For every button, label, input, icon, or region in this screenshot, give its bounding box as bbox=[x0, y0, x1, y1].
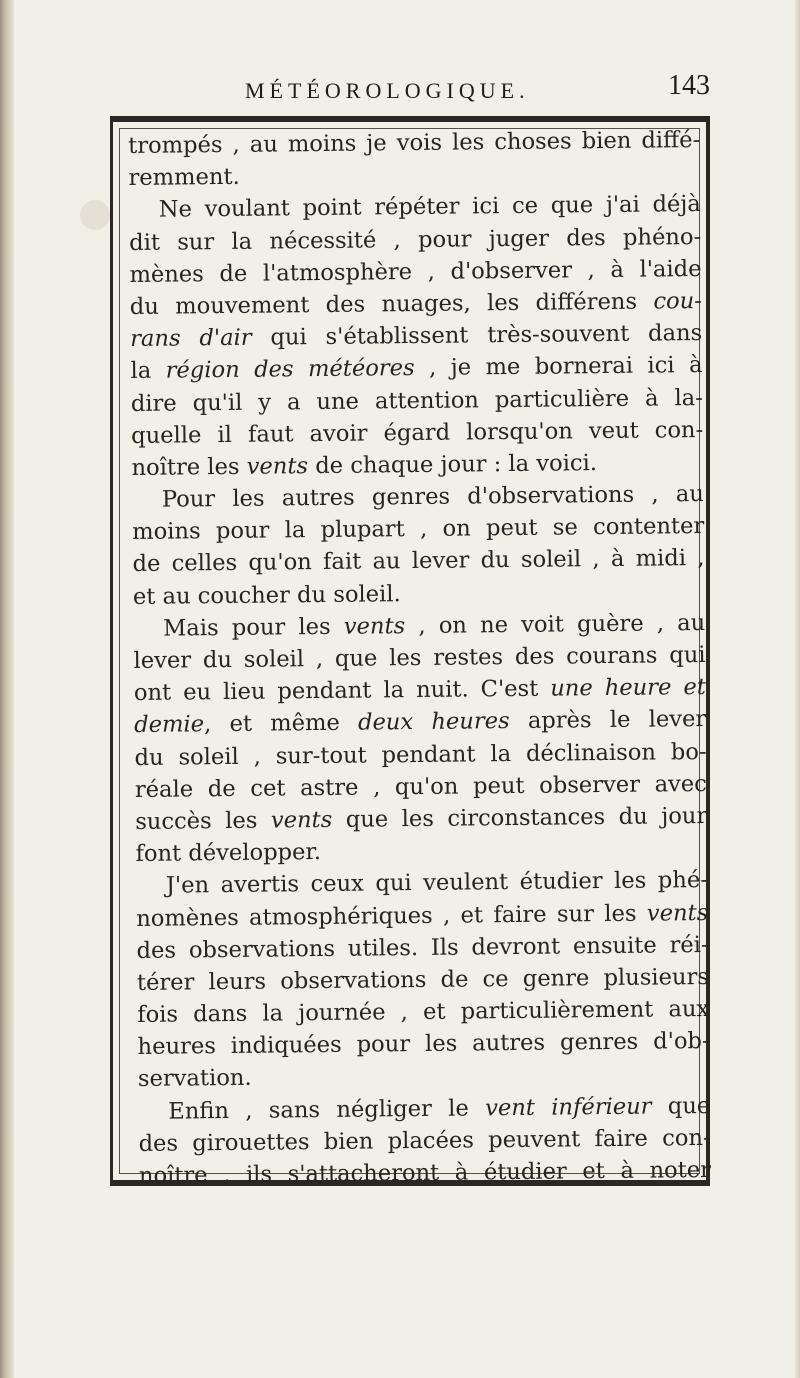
text-span: succès les bbox=[135, 807, 272, 835]
text-span: J'en avertis ceux qui veulent étudier les phé- bbox=[165, 867, 709, 899]
text-span: servation. bbox=[137, 1065, 252, 1093]
italic-span: demie bbox=[134, 711, 205, 739]
italic-span: vents bbox=[246, 453, 309, 480]
text-line bbox=[135, 800, 707, 838]
text-span: remment. bbox=[128, 164, 240, 192]
text-line bbox=[139, 1154, 711, 1192]
paper-stain bbox=[80, 200, 110, 230]
text-span: quelle il faut avoir égard lorsqu'on veut con- bbox=[131, 416, 704, 449]
text-span: mènes de l'atmosphère , d'observer , à l'aide bbox=[129, 255, 702, 288]
text-span: dit sur la nécessité , pour juger des phéno- bbox=[129, 223, 702, 256]
text-span: que les circonstances du jour bbox=[332, 802, 708, 833]
text-span: , et même bbox=[203, 709, 359, 738]
text-span: de chaque jour : la voici. bbox=[307, 449, 598, 480]
text-span: des observations utiles. Ils devront ensuite réi- bbox=[136, 931, 709, 964]
page-edge-right bbox=[794, 0, 800, 1378]
italic-span: vents bbox=[646, 899, 709, 927]
text-span: lever du soleil , que les restes des courans qui bbox=[133, 641, 706, 674]
text-line bbox=[134, 703, 706, 741]
text-line bbox=[130, 349, 702, 387]
italic-span: rans d'air bbox=[130, 324, 252, 353]
text-line bbox=[128, 124, 700, 162]
running-head bbox=[120, 70, 710, 110]
text-span: font développer. bbox=[135, 839, 322, 868]
text-span: que bbox=[651, 1092, 711, 1120]
text-span: noître , ils s'attacheront à étudier et à noter bbox=[138, 1156, 712, 1189]
page-edge bbox=[0, 0, 14, 1378]
text-span: la bbox=[130, 357, 166, 385]
text-span: noître les bbox=[131, 453, 247, 481]
text-span: et au coucher du soleil. bbox=[132, 580, 401, 610]
text-span: fois dans la journée , et particulièrement aux bbox=[137, 996, 710, 1029]
text-span: Enfin , sans négliger le bbox=[168, 1094, 486, 1125]
body-text bbox=[128, 124, 711, 1192]
text-span: , on ne voit guère , au bbox=[405, 609, 706, 639]
text-span: Mais pour les bbox=[163, 613, 344, 642]
page-number: 143 bbox=[668, 70, 710, 101]
italic-span: cou- bbox=[653, 287, 702, 315]
text-span: moins pour la plupart , on peut se contenter bbox=[132, 513, 705, 546]
text-span: après le lever bbox=[509, 706, 707, 735]
text-span: térer leurs observations de ce genre plusieurs bbox=[136, 963, 710, 996]
italic-span: une heure et bbox=[550, 674, 707, 702]
italic-span: vent inférieur bbox=[484, 1093, 652, 1121]
text-line bbox=[132, 542, 704, 580]
text-span: qui s'établissent très-souvent dans bbox=[251, 320, 703, 351]
running-title: MÉTÉOROLOGIQUE. bbox=[245, 78, 530, 103]
italic-span: vents bbox=[343, 612, 406, 640]
text-span: nomènes atmosphériques , et faire sur les bbox=[136, 900, 647, 932]
text-span: Pour les autres genres d'observations , au bbox=[161, 481, 704, 513]
text-line bbox=[131, 414, 703, 452]
text-span: du mouvement des nuages, les différens bbox=[129, 288, 654, 320]
text-span: des girouettes bien placées peuvent faire con- bbox=[138, 1124, 711, 1157]
text-span: ont eu lieu pendant la nuit. C'est bbox=[133, 675, 551, 707]
text-span: Ne voulant point répéter ici ce que j'ai déjà bbox=[158, 191, 701, 224]
italic-span: deux heures bbox=[357, 708, 510, 736]
text-span: , je me bornerai ici à bbox=[414, 352, 703, 382]
italic-span: région des météores bbox=[165, 355, 415, 384]
text-span: de celles qu'on fait au lever du soleil , à midi , bbox=[132, 545, 705, 578]
text-span: heures indiquées pour les autres genres d'ob- bbox=[137, 1028, 710, 1061]
text-span: dire qu'il y a une attention particulière à la- bbox=[130, 384, 703, 417]
text-span: du soleil , sur-tout pendant la déclinaison bo- bbox=[134, 738, 707, 771]
italic-span: vents bbox=[270, 806, 333, 834]
text-line bbox=[137, 1025, 709, 1063]
text-span: réale de cet astre , qu'on peut observer avec bbox=[134, 770, 708, 803]
text-span: trompés , au moins je vois les choses bien diffé- bbox=[128, 127, 701, 159]
text-line bbox=[136, 864, 708, 902]
text-line bbox=[129, 188, 701, 226]
